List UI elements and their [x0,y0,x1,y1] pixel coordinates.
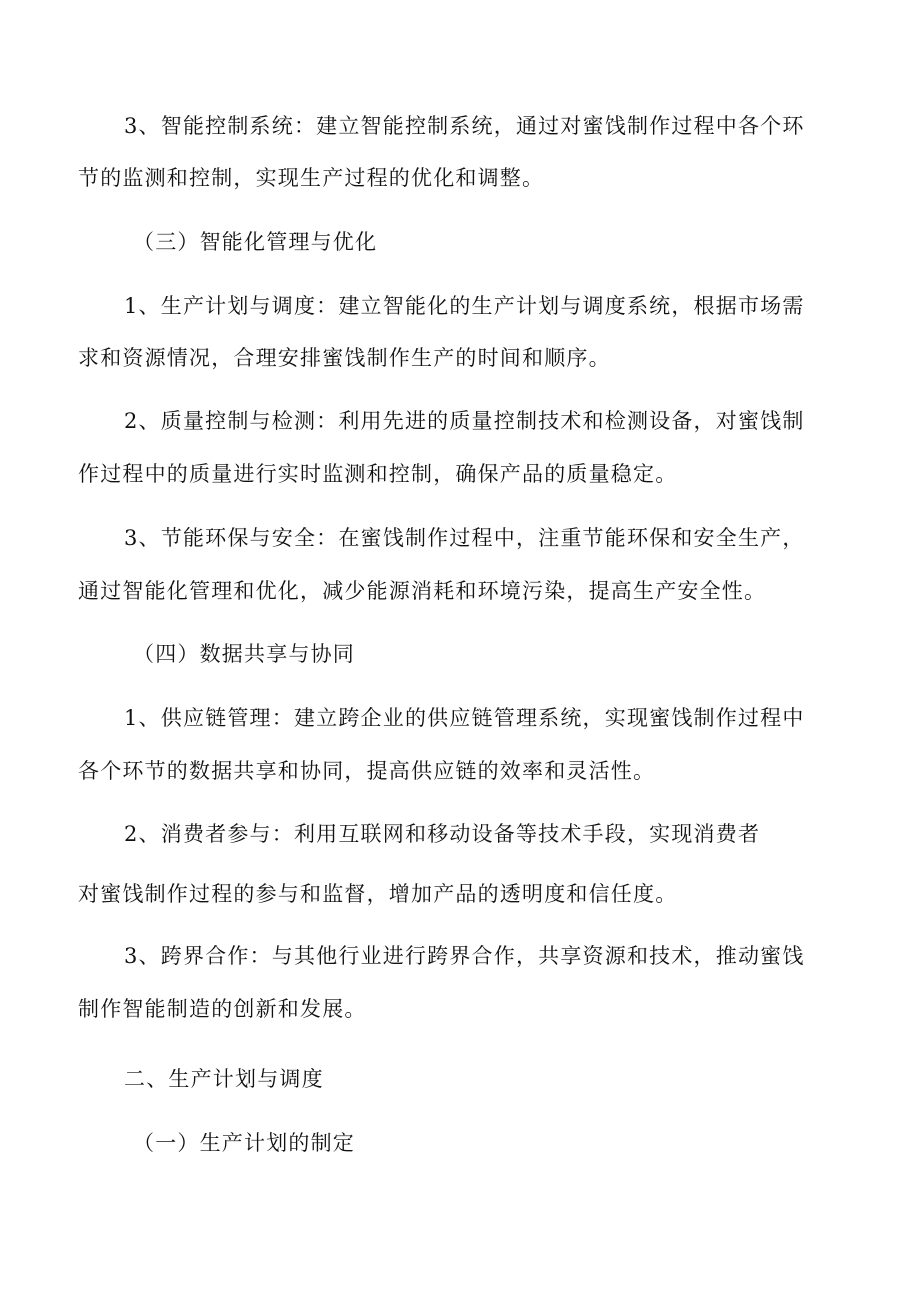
paragraph-line: 3、跨界合作：与其他行业进行跨界合作，共享资源和技术，推动蜜饯 [124,944,805,968]
paragraph-line: 节的监测和控制，实现生产过程的优化和调整。 [78,166,545,190]
paragraph-line: 2、消费者参与：利用互联网和移动设备等技术手段，实现消费者 [124,822,761,846]
paragraph-line: 作过程中的质量进行实时监测和控制，确保产品的质量稳定。 [78,462,678,486]
section-heading-data-sharing: （四）数据共享与协同 [133,642,355,666]
paragraph-line: 求和资源情况，合理安排蜜饯制作生产的时间和顺序。 [78,346,611,370]
paragraph-line: 对蜜饯制作过程的参与和监督，增加产品的透明度和信任度。 [78,882,678,906]
section-heading-plan-formulation: （一）生产计划的制定 [133,1131,355,1155]
paragraph-line: 制作智能制造的创新和发展。 [78,997,367,1021]
paragraph-line: 2、质量控制与检测：利用先进的质量控制技术和检测设备，对蜜饯制 [124,409,805,433]
paragraph-line: 1、供应链管理：建立跨企业的供应链管理系统，实现蜜饯制作过程中 [124,706,805,730]
paragraph-line: 3、节能环保与安全：在蜜饯制作过程中，注重节能环保和安全生产， [124,526,805,550]
paragraph-line: 3、智能控制系统：建立智能控制系统，通过对蜜饯制作过程中各个环 [124,114,805,138]
section-heading-intelligent-management: （三）智能化管理与优化 [133,230,378,254]
paragraph-line: 通过智能化管理和优化，减少能源消耗和环境污染，提高生产安全性。 [78,579,767,603]
paragraph-line: 1、生产计划与调度：建立智能化的生产计划与调度系统，根据市场需 [124,294,805,318]
chapter-heading-production-planning: 二、生产计划与调度 [124,1067,324,1091]
paragraph-line: 各个环节的数据共享和协同，提高供应链的效率和灵活性。 [78,759,656,783]
